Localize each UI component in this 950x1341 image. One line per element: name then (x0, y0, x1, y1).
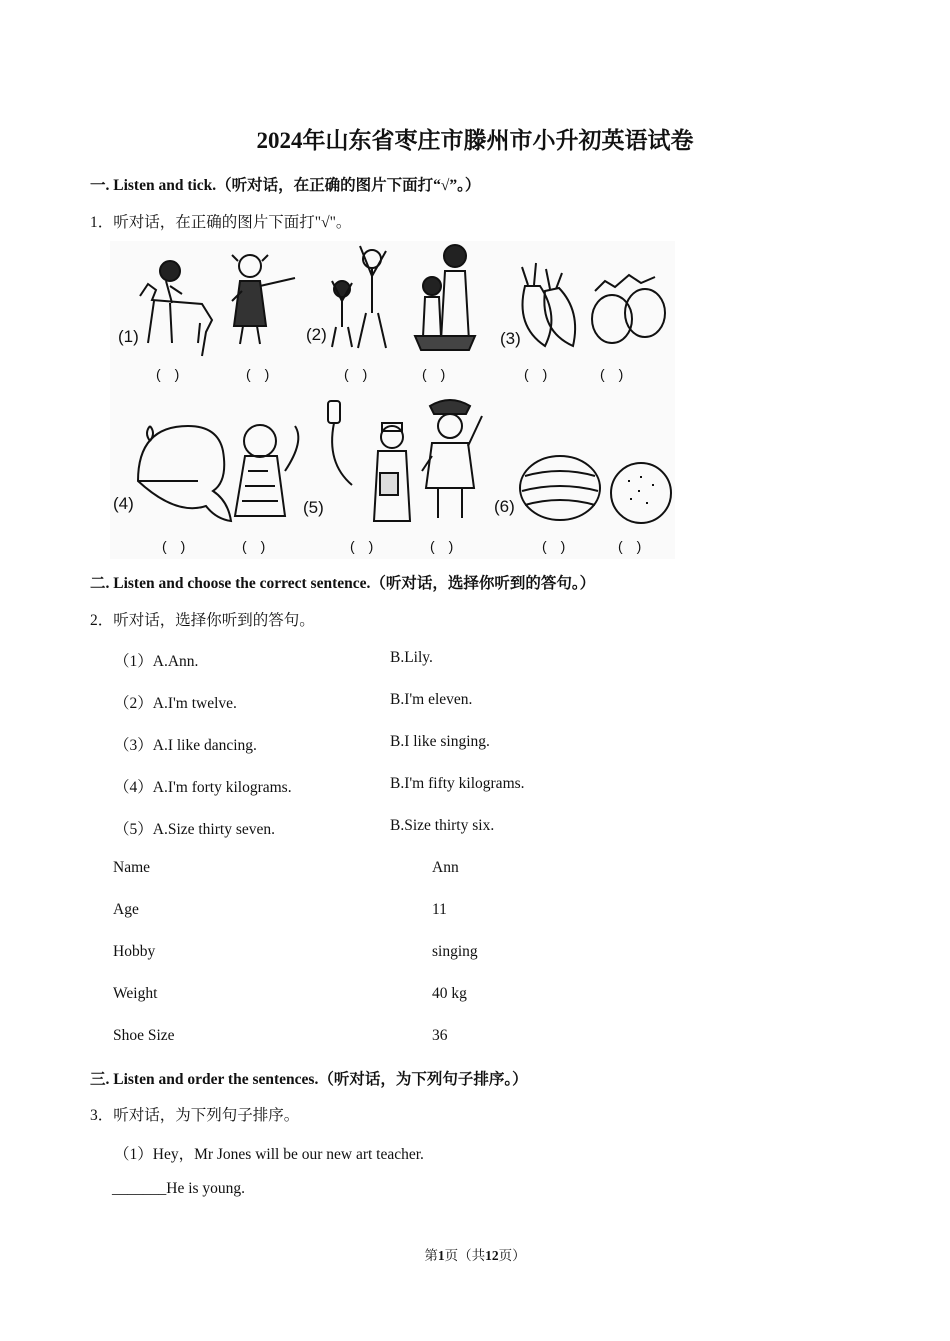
order-sentence-1: （1）Hey，Mr Jones will be our new art teacher. (114, 1146, 424, 1163)
order-sentence-2-text: He is young. (166, 1180, 246, 1197)
info-label: Age (113, 901, 139, 918)
group-5-label: (5) (303, 498, 324, 517)
answer-bracket[interactable]: ( ) (430, 538, 454, 554)
listening-pictures (110, 241, 675, 559)
option-b[interactable]: B.I'm eleven. (390, 691, 473, 708)
option-b[interactable]: B.I like singing. (390, 733, 490, 750)
order-sentence-2 (112, 1180, 245, 1198)
footer-middle: 页（共 (444, 1248, 486, 1263)
info-value: 11 (432, 901, 447, 918)
option-b[interactable]: B.I'm fifty kilograms. (390, 775, 525, 792)
question-3: 3．听对话，为下列句子排序。 (90, 1107, 300, 1124)
answer-bracket[interactable]: ( ) (162, 538, 186, 554)
option-a[interactable]: （5）A.Size thirty seven. (114, 821, 276, 838)
group-6-label: (6) (494, 497, 515, 516)
answer-bracket[interactable]: ( ) (600, 366, 624, 382)
info-label: Weight (113, 985, 158, 1002)
info-label: Name (113, 859, 151, 876)
answer-bracket[interactable]: ( ) (422, 366, 446, 382)
info-value: Ann (432, 859, 459, 876)
section-1-heading: 一. Listen and tick.（听对话，在正确的图片下面打“√”。） (90, 177, 481, 194)
question-1: 1．听对话，在正确的图片下面打"√"。 (90, 214, 352, 231)
group-1-label: (1) (118, 327, 139, 346)
footer-prefix: 第 (424, 1248, 438, 1263)
info-value: 40 kg (432, 985, 467, 1002)
option-b[interactable]: B.Size thirty six. (390, 817, 495, 834)
answer-bracket[interactable]: ( ) (344, 366, 368, 382)
answer-bracket[interactable]: ( ) (246, 366, 270, 382)
info-label: Hobby (113, 943, 156, 960)
option-a[interactable]: （3）A.I like dancing. (114, 737, 257, 754)
answer-bracket[interactable]: ( ) (350, 538, 374, 554)
option-a[interactable]: （2）A.I'm twelve. (114, 695, 237, 712)
answer-bracket[interactable]: ( ) (542, 538, 566, 554)
group-2-label: (2) (306, 325, 327, 344)
section-3-heading: 三. Listen and order the sentences.（听对话，为下列句子排序。） (90, 1071, 528, 1088)
answer-bracket[interactable]: ( ) (618, 538, 642, 554)
group-3-label: (3) (500, 329, 521, 348)
option-a[interactable]: （4）A.I'm forty kilograms. (114, 779, 292, 796)
section-2-heading: 二. Listen and choose the correct sentence.（听对话，选择你听到的答句。） (90, 575, 596, 592)
footer-total-pages: 12 (485, 1248, 499, 1263)
answer-bracket[interactable]: ( ) (156, 366, 180, 382)
info-value: 36 (432, 1027, 448, 1044)
info-value: singing (432, 943, 478, 960)
info-label: Shoe Size (113, 1027, 175, 1044)
order-blank[interactable]: _______ (112, 1180, 167, 1197)
footer-page-number: 1 (437, 1248, 445, 1263)
answer-bracket[interactable]: ( ) (524, 366, 548, 382)
question-2: 2．听对话，选择你听到的答句。 (90, 612, 315, 629)
footer-suffix: 页） (498, 1248, 526, 1263)
page-footer (0, 1244, 950, 1264)
group-4-label: (4) (113, 494, 134, 513)
page-title: 2024年山东省枣庄市滕州市小升初英语试卷 (256, 128, 694, 153)
option-b[interactable]: B.Lily. (390, 649, 433, 666)
option-a[interactable]: （1）A.Ann. (114, 653, 199, 670)
answer-bracket[interactable]: ( ) (242, 538, 266, 554)
